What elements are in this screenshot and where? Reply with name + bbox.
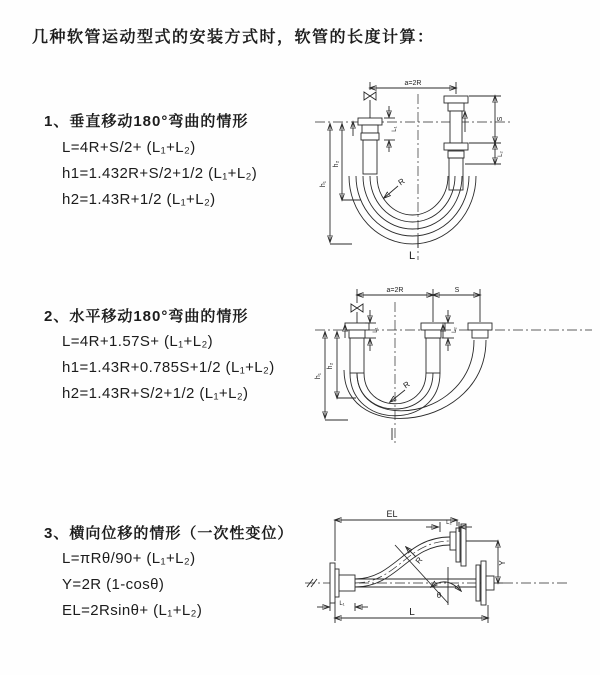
dim-label-l1: L₁ [373,327,379,333]
dim-label-h1: h₁ [315,372,322,380]
dim-label-h2: h₂ [333,160,340,168]
dim-label-s: S [454,287,460,294]
section-2-formula-L: L=4R+1.57S+ (L₁+L₂) [62,333,214,350]
dim-label-el: EL [386,509,398,519]
diagram-horizontal-180-bend [300,278,600,453]
braid-section [363,140,377,174]
section-1-formula-L: L=4R+S/2+ (L₁+L₂) [62,139,196,156]
section-3-heading: 3、横向位移的情形（一次性变位） [44,525,294,542]
displaced-flange-assembly [450,524,466,566]
section-1-formula-h1: h1=1.432R+S/2+1/2 (L₁+L₂) [62,165,258,182]
section-1-formula-h2: h2=1.43R+1/2 (L₁+L₂) [62,191,216,208]
dimension-labels [320,80,504,262]
section-1-heading: 1、垂直移动180°弯曲的情形 [44,113,249,130]
section-2-formula-h1: h1=1.43R+0.785S+1/2 (L₁+L₂) [62,359,275,376]
dim-label-r: R [413,555,425,566]
valve-icon [364,92,376,100]
hose-u-bends [344,340,486,418]
centerlines [315,94,512,260]
radius-leader [384,186,398,198]
hose-u-bend [349,176,476,244]
hose-s-curve [355,537,450,587]
dim-label-a2r: a=2R [386,287,404,294]
dim-label-h1: h₁ [320,180,327,188]
dim-label-r: R [396,176,407,188]
diagram-lateral-displacement [300,505,600,640]
section-2-heading: 2、水平移动180°弯曲的情形 [44,308,249,325]
section-3-formula-EL: EL=2Rsinθ+ (L₁+L₂) [62,602,203,619]
radius-leader [390,390,405,402]
middle-pipe-assembly [421,323,445,373]
dim-label-a2r: a=2R [404,80,422,87]
braid-section [350,338,364,373]
dim-label-l1: L₁ [339,601,345,607]
dim-label-l: L [409,607,415,618]
right-pipe-assembly [468,323,492,338]
dim-label-l2: L₂ [446,520,452,526]
section-2-formula-h2: h2=1.43R+S/2+1/2 (L₁+L₂) [62,385,249,402]
dimension-lines [317,520,498,623]
dim-label-l2: L₂ [452,327,458,333]
dimension-lines [330,82,501,248]
dim-label-h2: h₂ [327,362,334,370]
dim-label-l1: L₁ [392,126,398,132]
left-pipe-assembly [358,92,382,174]
left-flange-assembly [330,563,355,603]
angle-construction [395,545,461,605]
section-3-formula-Y: Y=2R (1-cosθ) [62,576,165,593]
diagram-vertical-180-bend [305,72,555,262]
page-title: 几种软管运动型式的安装方式时，软管的长度计算： [32,29,435,46]
dim-label-theta: θ [436,591,442,600]
right-pipe-assembly [444,96,468,190]
valve-icon [351,304,363,312]
braid-section [426,338,440,373]
dim-label-y: Y [498,560,507,566]
dim-label-r: R [401,379,412,391]
section-3-formula-L: L=πRθ/90+ (L₁+L₂) [62,550,196,567]
left-pipe-assembly [345,304,369,373]
dimension-lines [325,289,480,440]
dim-label-s: S [497,116,504,122]
dim-label-l2: L₂ [498,151,504,157]
dim-label-l: L [408,250,416,262]
